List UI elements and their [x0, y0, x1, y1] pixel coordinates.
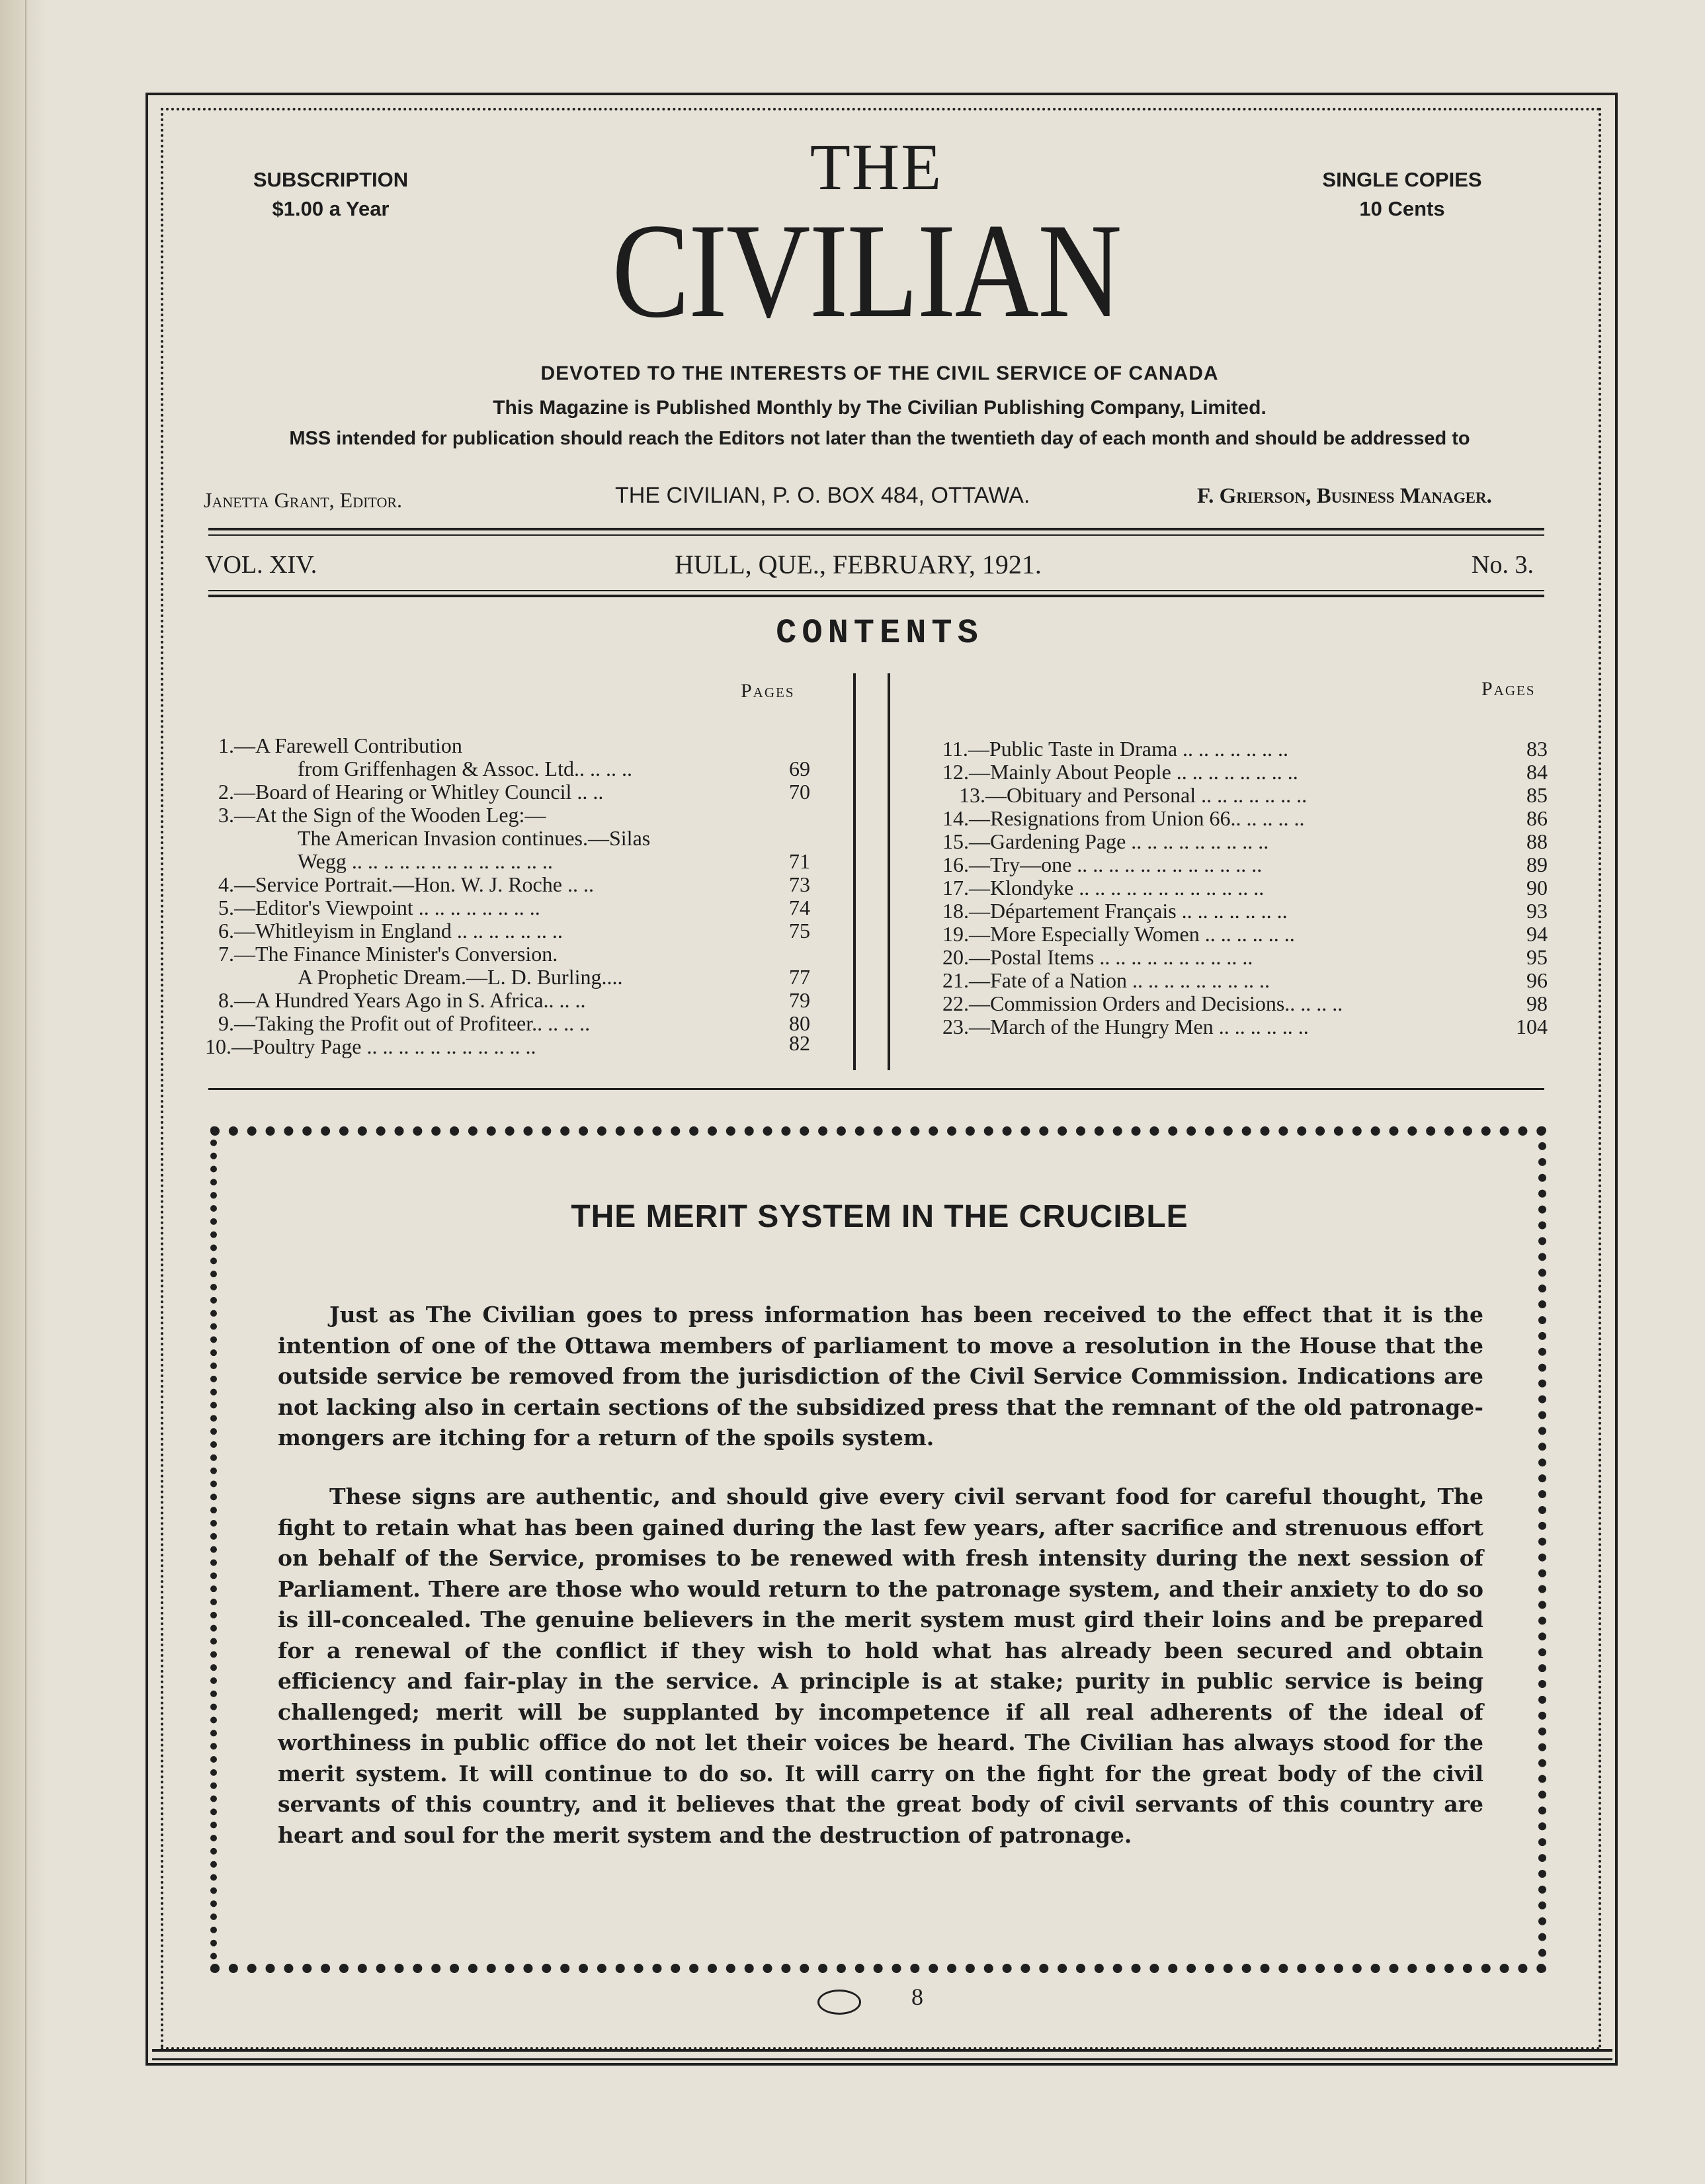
toc-item[interactable]: [218, 780, 747, 804]
volume-label: VOL. XIV.: [205, 551, 317, 579]
toc-page: 74: [789, 896, 810, 919]
issue-dateline: HULL, QUE., FEBRUARY, 1921.: [675, 550, 1042, 579]
toc-page: 93: [1526, 899, 1548, 923]
toc-page: 70: [789, 780, 810, 804]
pages-label-left: Pages: [741, 680, 795, 702]
toc-page: 80: [789, 1011, 810, 1035]
toc-title: 19.—More Especially Women .. .. .. .. .. ..: [942, 922, 1295, 946]
subscription-price: $1.00 a Year: [272, 197, 390, 220]
page-spine: [0, 0, 46, 2184]
toc-item[interactable]: [205, 1035, 747, 1058]
toc-item[interactable]: [942, 992, 1485, 1015]
toc-item[interactable]: [942, 1015, 1485, 1038]
toc-page: 79: [789, 988, 810, 1012]
toc-item[interactable]: [959, 784, 1488, 807]
toc-item[interactable]: [942, 876, 1485, 900]
subscription-label: SUBSCRIPTION: [253, 168, 409, 191]
toc-title: 5.—Editor's Viewpoint .. .. .. .. .. .. .. ..: [218, 896, 540, 919]
toc-page: 77: [789, 965, 810, 989]
toc-title: 2.—Board of Hearing or Whitley Council .. ..: [218, 780, 604, 804]
toc-title: 11.—Public Taste in Drama .. .. .. .. .. .. ..: [942, 737, 1289, 761]
toc-item[interactable]: [218, 919, 747, 943]
printers-seal-icon: [817, 1990, 861, 2015]
single-copies-price: 10 Cents: [1359, 197, 1445, 220]
toc-title-cont: The American Invasion continues.—Silas: [298, 826, 651, 850]
toc-item[interactable]: [218, 804, 747, 873]
contents-heading: CONTENTS: [776, 614, 983, 653]
toc-title: 18.—Département Français .. .. .. .. .. .. ..: [942, 899, 1288, 923]
toc-title: 1.—A Farewell Contribution: [218, 734, 462, 757]
toc-title-cont: from Griffenhagen & Assoc. Ltd.. .. .. ..: [298, 757, 632, 780]
business-manager: F. Grierson, Business Manager.: [1197, 484, 1492, 508]
toc-page: 83: [1526, 737, 1548, 761]
toc-item[interactable]: [218, 1012, 747, 1035]
toc-page: 104: [1516, 1015, 1548, 1038]
article-title: THE MERIT SYSTEM IN THE CRUCIBLE: [571, 1199, 1188, 1234]
subscription-info: [218, 165, 443, 224]
toc-title: 20.—Postal Items .. .. .. .. .. .. .. .. .. ..: [942, 945, 1253, 969]
toc-title: 23.—March of the Hungry Men .. .. .. .. .. ..: [942, 1015, 1309, 1038]
toc-page: 90: [1526, 876, 1548, 900]
postal-address: THE CIVILIAN, P. O. BOX 484, OTTAWA.: [615, 483, 1030, 508]
toc-title: 8.—A Hundred Years Ago in S. Africa.. .. ..: [218, 988, 586, 1012]
toc-title: 15.—Gardening Page .. .. .. .. .. .. .. .. ..: [942, 829, 1269, 853]
toc-item[interactable]: [942, 923, 1485, 946]
toc-item[interactable]: [942, 969, 1485, 992]
toc-item[interactable]: [218, 896, 747, 919]
mss-notice: MSS intended for publication should reach the Editors not later than the twentieth day of each month and should be addressed to: [289, 428, 1470, 449]
toc-page: 94: [1526, 922, 1548, 946]
toc-title: 12.—Mainly About People .. .. .. .. .. .. .. ..: [942, 760, 1298, 784]
bottom-double-rule: [152, 2049, 1612, 2060]
published-line: This Magazine is Published Monthly by The Civilian Publishing Company, Limited.: [493, 397, 1267, 419]
toc-title-cont: Wegg .. .. .. .. .. .. .. .. .. .. .. .. ..: [298, 849, 553, 873]
rule-bottom-thin: [208, 590, 1544, 591]
article-paragraph-1: Just as The Civilian goes to press information has been received to the effect that it is the intention of one of the Ottawa members of parliament to move a resolution in the House that the outside service be removed from the jurisdiction of the Civil Service Commission. Indications are not lacking also in certain sections of the subsidized press that the remnant of the old patronage-mongers are itching for a return of the spoils system.: [278, 1302, 1483, 1450]
toc-title: 22.—Commission Orders and Decisions.. .. .. ..: [942, 991, 1343, 1015]
contents-bottom-rule: [208, 1088, 1544, 1090]
toc-item[interactable]: [942, 900, 1485, 923]
toc-page: 89: [1526, 853, 1548, 876]
toc-page: 71: [789, 849, 810, 873]
toc-item[interactable]: [218, 734, 747, 780]
toc-title: 10.—Poultry Page .. .. .. .. .. .. .. .. .. .. ..: [205, 1034, 536, 1058]
toc-page: 88: [1526, 829, 1548, 853]
article-paragraph-2: These signs are authentic, and should give every civil servant food for careful thought, The fight to retain what has been gained during the last few years, after sacrifice and strenuous effort on behalf of the Service, promises to be renewed with fresh intensity during the next session of Parliament. There are those who would return to the patronage system, and their anxiety to do so is ill-concealed. The genuine believers in the merit system must gird their loins and be prepared for a renewal of the conflict if they wish to hold what has already been secured and obtain efficiency and fair-play in the service. A principle is at stake; purity in public service is being challenged; merit will be supplanted by incompetence if all real adherents of the ideal of worthiness in public office do not let their voices be heard. The Civilian has always stood for the merit system. It will continue to do so. It will carry on the fight for the great body of the civil servants of this country, and it believes that the great body of civil servants of this country are heart and soul for the merit system and the destruction of patronage.: [278, 1484, 1483, 1848]
devoted-line: DEVOTED TO THE INTERESTS OF THE CIVIL SERVICE OF CANADA: [540, 362, 1219, 384]
toc-item[interactable]: [218, 989, 747, 1012]
toc-title: 21.—Fate of a Nation .. .. .. .. .. .. .. .. ..: [942, 968, 1270, 992]
toc-page: 98: [1526, 991, 1548, 1015]
toc-title: 4.—Service Portrait.—Hon. W. J. Roche .. ..: [218, 872, 594, 896]
single-copies-label: SINGLE COPIES: [1322, 168, 1482, 191]
toc-page: 82: [789, 1031, 810, 1055]
toc-item[interactable]: [942, 946, 1485, 969]
toc-title-cont: A Prophetic Dream.—L. D. Burling....: [298, 965, 623, 989]
binding-line: [25, 0, 26, 2184]
toc-item[interactable]: [942, 853, 1485, 876]
title-the: THE: [810, 130, 943, 204]
editor-credit: Janetta Grant, Editor.: [204, 488, 403, 512]
column-divider-left: [853, 673, 856, 1070]
toc-item[interactable]: [942, 737, 1485, 761]
issue-number: No. 3.: [1472, 551, 1534, 579]
title-civilian: CIVILIAN: [612, 196, 1121, 346]
rule-top-thick: [208, 528, 1544, 530]
page-number: 8: [911, 1984, 923, 2010]
pages-label-right: Pages: [1481, 678, 1536, 700]
toc-page: 75: [789, 919, 810, 943]
toc-title: 13.—Obituary and Personal .. .. .. .. .. .. ..: [959, 783, 1308, 807]
single-copies-info: [1263, 165, 1541, 224]
toc-item[interactable]: [942, 807, 1485, 830]
toc-item[interactable]: [942, 830, 1485, 853]
toc-item[interactable]: [218, 873, 747, 896]
toc-page: 95: [1526, 945, 1548, 969]
toc-title: 3.—At the Sign of the Wooden Leg:—: [218, 803, 546, 827]
toc-title: 7.—The Finance Minister's Conversion.: [218, 942, 558, 966]
toc-page: 85: [1526, 783, 1548, 807]
toc-title: 9.—Taking the Profit out of Profiteer.. .. .. ..: [218, 1011, 591, 1035]
toc-page: 96: [1526, 968, 1548, 992]
toc-title: 17.—Klondyke .. .. .. .. .. .. .. .. .. .. .. ..: [942, 876, 1265, 900]
toc-item[interactable]: [942, 761, 1485, 784]
toc-page: 69: [789, 757, 810, 780]
rule-top-thin: [208, 534, 1544, 536]
toc-page: 86: [1526, 806, 1548, 830]
toc-title: 16.—Try—one .. .. .. .. .. .. .. .. .. .. .. ..: [942, 853, 1263, 876]
toc-item[interactable]: [218, 943, 747, 989]
rule-bottom-thick: [208, 595, 1544, 597]
column-divider-right: [888, 673, 890, 1070]
toc-page: 73: [789, 872, 810, 896]
toc-title: 6.—Whitleyism in England .. .. .. .. .. .. ..: [218, 919, 563, 943]
toc-title: 14.—Resignations from Union 66.. .. .. .. ..: [942, 806, 1305, 830]
toc-page: 84: [1526, 760, 1548, 784]
